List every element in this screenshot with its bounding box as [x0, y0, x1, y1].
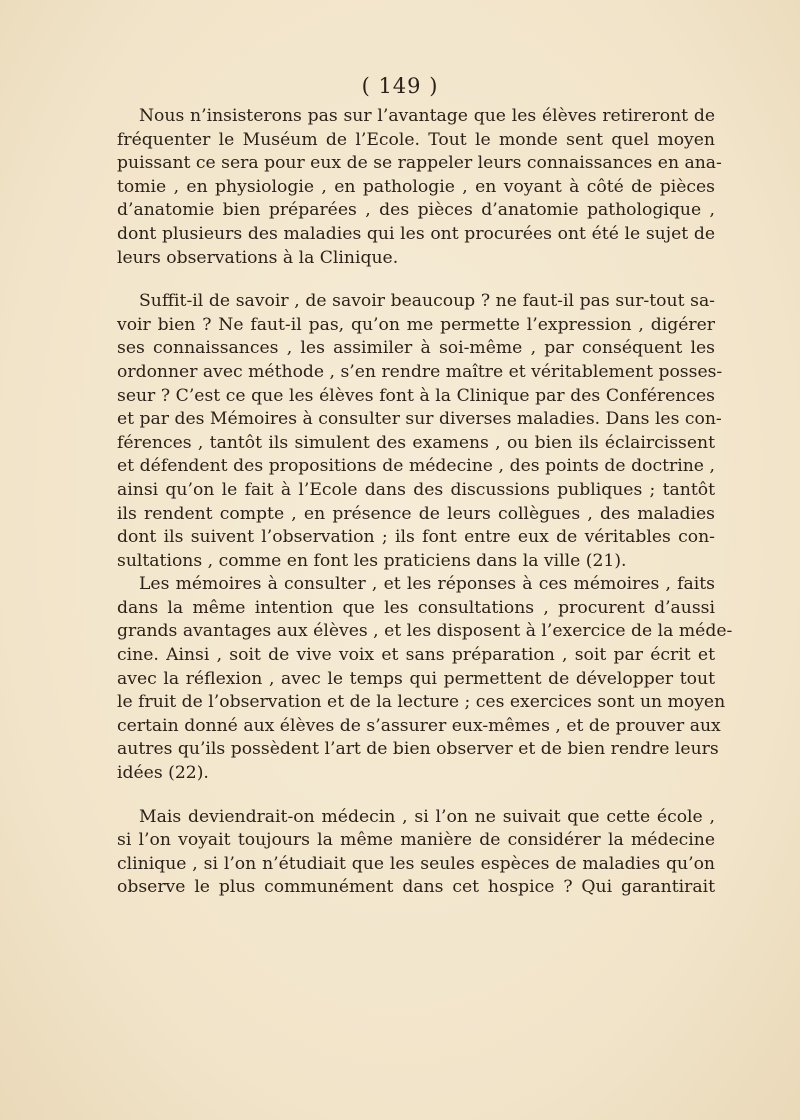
- text-line: fréquenter le Muséum de l’Ecole. Tout le monde sent quel moyen: [117, 129, 715, 150]
- text-line: observe le plus communément dans cet hospice ? Qui garantirait: [117, 877, 715, 898]
- paragraph-2: [117, 290, 733, 785]
- text-line: ils rendent compte , en présence de leurs collègues , des maladies: [117, 503, 715, 524]
- text-line: avec la réflexion , avec le temps qui permettent de développer tout: [117, 668, 715, 689]
- text-line: autres qu’ils possèdent l’art de bien observer et de bien rendre leurs: [117, 739, 719, 760]
- text-line: si l’on voyait toujours la même manière de considérer la médecine: [117, 830, 715, 851]
- text-line: idées (22).: [117, 763, 209, 784]
- text-line: dont ils suivent l’observation ; ils font entre eux de véritables con-: [117, 527, 715, 548]
- text-line: seur ? C’est ce que les élèves font à la Clinique par des Conférences: [117, 385, 715, 406]
- text-line: férences , tantôt ils simulent des examens , ou bien ils éclaircissent: [117, 432, 715, 453]
- text-line: le fruit de l’observation et de la lecture ; ces exercices sont un moyen: [117, 692, 726, 713]
- text-line: dont plusieurs des maladies qui les ont procurées ont été le sujet de: [117, 223, 715, 244]
- text-line: ordonner avec méthode , s’en rendre maître et véritablement posses-: [117, 361, 723, 382]
- text-line: grands avantages aux élèves , et les disposent à l’exercice de la méde-: [117, 621, 733, 642]
- text-line: tomie , en physiologie , en pathologie , en voyant à côté de pièces: [117, 176, 715, 197]
- text-line: clinique , si l’on n’étudiait que les seules espèces de maladies qu’on: [117, 853, 715, 874]
- text-line: certain donné aux élèves de s’assurer eux-mêmes , et de prouver aux: [117, 715, 721, 736]
- text-line: leurs observations à la Clinique.: [117, 247, 399, 268]
- text-line: ses connaissances , les assimiler à soi-même , par conséquent les: [117, 338, 715, 359]
- paragraph-3: [117, 806, 715, 900]
- text-line: Les mémoires à consulter , et les réponses à ces mémoires , faits: [139, 574, 715, 595]
- text-line: puissant ce sera pour eux de se rappeler leurs connaissances en ana-: [117, 153, 722, 174]
- text-line: sultations , comme en font les praticiens dans la ville (21).: [117, 550, 627, 571]
- text-line: d’anatomie bien préparées , des pièces d’anatomie pathologique ,: [117, 200, 715, 221]
- text-line: et par des Mémoires à consulter sur diverses maladies. Dans les con-: [117, 409, 722, 430]
- text-line: cine. Ainsi , soit de vive voix et sans préparation , soit par écrit et: [117, 645, 715, 666]
- text-line: Nous n’insisterons pas sur l’avantage que les élèves retireront de: [139, 106, 715, 126]
- page-number: ( 149 ): [361, 74, 439, 98]
- text-line: ainsi qu’on le fait à l’Ecole dans des discussions publiques ; tantôt: [117, 479, 715, 500]
- paragraph-1: [117, 105, 722, 270]
- text-line: et défendent des propositions de médecine , des points de doctrine ,: [117, 456, 715, 477]
- text-line: dans la même intention que les consultations , procurent d’aussi: [117, 597, 715, 618]
- body-text: [117, 105, 733, 900]
- text-line: voir bien ? Ne faut-il pas, qu’on me permette l’expression , digérer: [117, 314, 715, 335]
- text-line: Suffit-il de savoir , de savoir beaucoup ? ne faut-il pas sur-tout sa-: [139, 291, 715, 312]
- text-line: Mais deviendrait-on médecin , si l’on ne suivait que cette école ,: [139, 806, 715, 827]
